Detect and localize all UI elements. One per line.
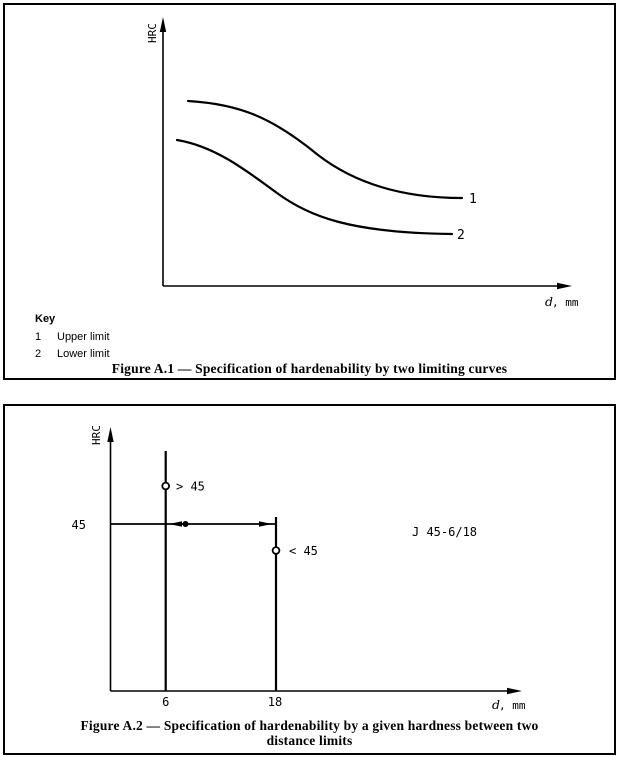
y-axis-arrow-icon	[107, 427, 113, 442]
upper-point-label: > 45	[176, 479, 205, 494]
x-tick-6: 6	[162, 695, 170, 709]
hardenability-designation: J 45-6/18	[412, 525, 478, 539]
y-axis-arrow-icon	[160, 17, 166, 32]
dimension-arrow-right-icon	[259, 521, 272, 527]
lower-limit-curve	[177, 140, 452, 234]
upper-point-marker	[162, 483, 169, 490]
figure-a2-caption-line1: Figure A.2 — Specification of hardenability by a given hardness between two	[80, 718, 539, 733]
lower-point-marker	[273, 547, 280, 554]
lower-point-label: < 45	[289, 544, 318, 558]
x-axis-variable: d	[545, 294, 554, 309]
dimension-dot	[183, 521, 189, 527]
upper-limit-curve	[188, 101, 462, 198]
hardness-45-label: 45	[71, 518, 86, 532]
figure-a2-caption	[5, 718, 614, 748]
key-item-label: Upper limit	[57, 331, 110, 343]
figure-a1-diagram	[5, 5, 613, 355]
key-item-upper-limit	[35, 331, 110, 344]
y-axis-label: HRC	[146, 23, 159, 43]
x-axis-unit: , mm	[552, 296, 579, 309]
curve-1-label: 1	[469, 192, 477, 207]
x-tick-18: 18	[267, 695, 283, 709]
x-axis-unit: , mm	[499, 699, 526, 712]
figure-a1-frame	[3, 3, 616, 380]
x-axis-arrow-icon	[557, 283, 572, 289]
key-item-lower-limit	[35, 348, 110, 361]
key-item-number: 2	[35, 348, 42, 360]
figure-a2-frame	[3, 404, 616, 755]
figure-a2-diagram	[5, 406, 613, 716]
x-axis-arrow-icon	[507, 688, 522, 694]
key-item-number: 1	[35, 331, 42, 343]
curve-2-label: 2	[457, 228, 465, 243]
key-item-label: Lower limit	[57, 348, 110, 360]
x-axis-variable: d	[492, 697, 501, 712]
y-axis-label: HRC	[90, 425, 103, 445]
figure-a2-caption-line2: distance limits	[266, 733, 353, 748]
dimension-arrow-left-icon	[169, 521, 182, 527]
key-title: Key	[35, 313, 56, 325]
figure-a1-caption: Figure A.1 — Specification of hardenability by two limiting curves	[111, 361, 508, 376]
key-block	[35, 313, 110, 361]
